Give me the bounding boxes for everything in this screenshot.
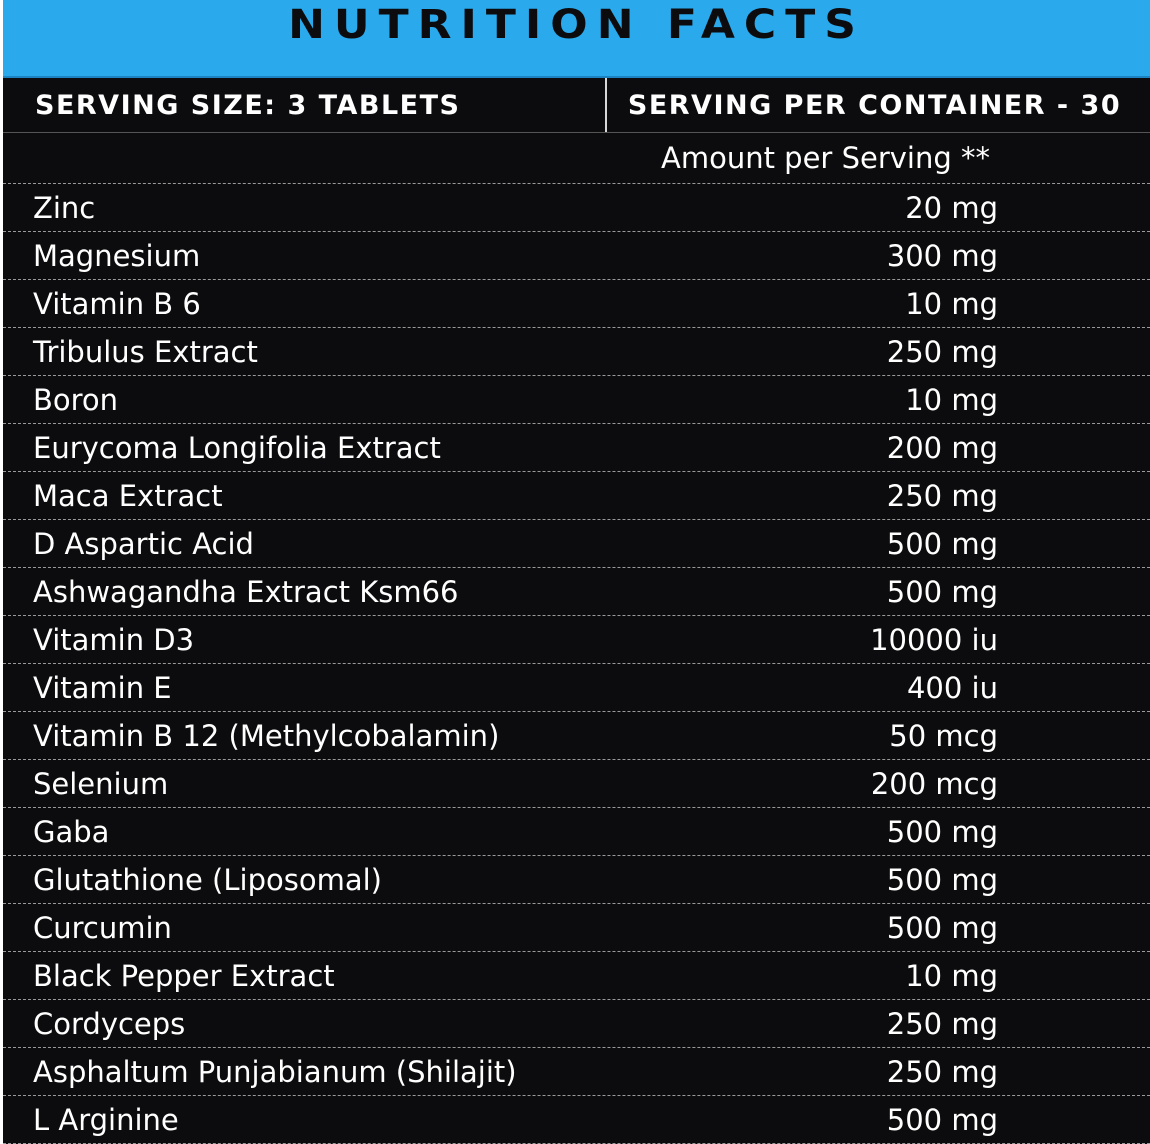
ingredient-row xyxy=(3,328,1150,376)
ingredient-row xyxy=(3,760,1150,808)
ingredient-row xyxy=(3,808,1150,856)
ingredient-amount: 200 mcg xyxy=(870,766,998,801)
amount-header-label: Amount per Serving ** xyxy=(661,141,990,175)
ingredient-amount: 400 iu xyxy=(906,670,998,705)
label-title: NUTRITION FACTS xyxy=(288,0,865,48)
ingredient-name: Selenium xyxy=(33,766,169,801)
ingredient-amount: 500 mg xyxy=(886,862,998,897)
ingredient-row xyxy=(3,520,1150,568)
ingredient-name: Black Pepper Extract xyxy=(33,958,335,993)
ingredient-name: Boron xyxy=(33,382,119,417)
ingredient-name: Vitamin D3 xyxy=(33,622,195,657)
ingredient-row xyxy=(3,184,1150,232)
ingredient-row xyxy=(3,856,1150,904)
ingredient-amount: 10 mg xyxy=(905,382,998,417)
ingredient-amount: 250 mg xyxy=(886,1006,998,1041)
ingredient-amount: 500 mg xyxy=(886,526,998,561)
ingredient-name: Vitamin B 12 (Methylcobalamin) xyxy=(33,718,500,753)
ingredient-amount: 50 mcg xyxy=(889,718,998,753)
ingredient-amount: 20 mg xyxy=(905,190,998,225)
ingredient-row xyxy=(3,280,1150,328)
ingredient-name: Magnesium xyxy=(33,238,201,273)
ingredient-row xyxy=(3,1048,1150,1096)
serving-size: SERVING SIZE: 3 TABLETS xyxy=(3,78,607,132)
ingredient-amount: 250 mg xyxy=(886,478,998,513)
ingredient-name: Cordyceps xyxy=(33,1006,186,1041)
ingredient-name: Curcumin xyxy=(33,910,172,945)
ingredient-amount: 250 mg xyxy=(886,1054,998,1089)
ingredient-row xyxy=(3,1000,1150,1048)
amount-per-serving-header xyxy=(3,133,1150,184)
ingredient-amount: 250 mg xyxy=(886,334,998,369)
ingredient-amount: 500 mg xyxy=(886,574,998,609)
ingredient-name: Maca Extract xyxy=(33,478,223,513)
ingredient-amount: 300 mg xyxy=(886,238,998,273)
ingredient-name: D Aspartic Acid xyxy=(33,526,254,561)
ingredient-list xyxy=(3,184,1150,1144)
ingredient-amount: 500 mg xyxy=(886,814,998,849)
ingredient-amount: 10 mg xyxy=(905,958,998,993)
ingredient-name: Eurycoma Longifolia Extract xyxy=(33,430,441,465)
serving-info-row xyxy=(3,78,1150,133)
ingredient-row xyxy=(3,904,1150,952)
ingredient-row xyxy=(3,568,1150,616)
servings-per-container: SERVING PER CONTAINER - 30 xyxy=(627,89,1122,121)
ingredient-row xyxy=(3,712,1150,760)
ingredient-amount: 10 mg xyxy=(905,286,998,321)
ingredient-amount: 200 mg xyxy=(886,430,998,465)
title-bar xyxy=(3,0,1150,78)
ingredient-amount: 500 mg xyxy=(886,1102,998,1137)
ingredient-row xyxy=(3,232,1150,280)
ingredient-name: Ashwagandha Extract Ksm66 xyxy=(33,574,459,609)
ingredient-row xyxy=(3,664,1150,712)
ingredient-name: L Arginine xyxy=(33,1102,179,1137)
ingredient-amount: 10000 iu xyxy=(870,622,998,657)
ingredient-name: Vitamin E xyxy=(33,670,172,705)
ingredient-row xyxy=(3,616,1150,664)
ingredient-row xyxy=(3,424,1150,472)
ingredient-name: Glutathione (Liposomal) xyxy=(33,862,382,897)
ingredient-amount: 500 mg xyxy=(886,910,998,945)
ingredient-name: Asphaltum Punjabianum (Shilajit) xyxy=(33,1054,517,1089)
ingredient-row xyxy=(3,1096,1150,1144)
ingredient-row xyxy=(3,472,1150,520)
ingredient-name: Tribulus Extract xyxy=(33,334,258,369)
ingredient-name: Zinc xyxy=(33,190,96,225)
ingredient-name: Vitamin B 6 xyxy=(33,286,201,321)
ingredient-name: Gaba xyxy=(33,814,110,849)
ingredient-row xyxy=(3,952,1150,1000)
ingredient-row xyxy=(3,376,1150,424)
